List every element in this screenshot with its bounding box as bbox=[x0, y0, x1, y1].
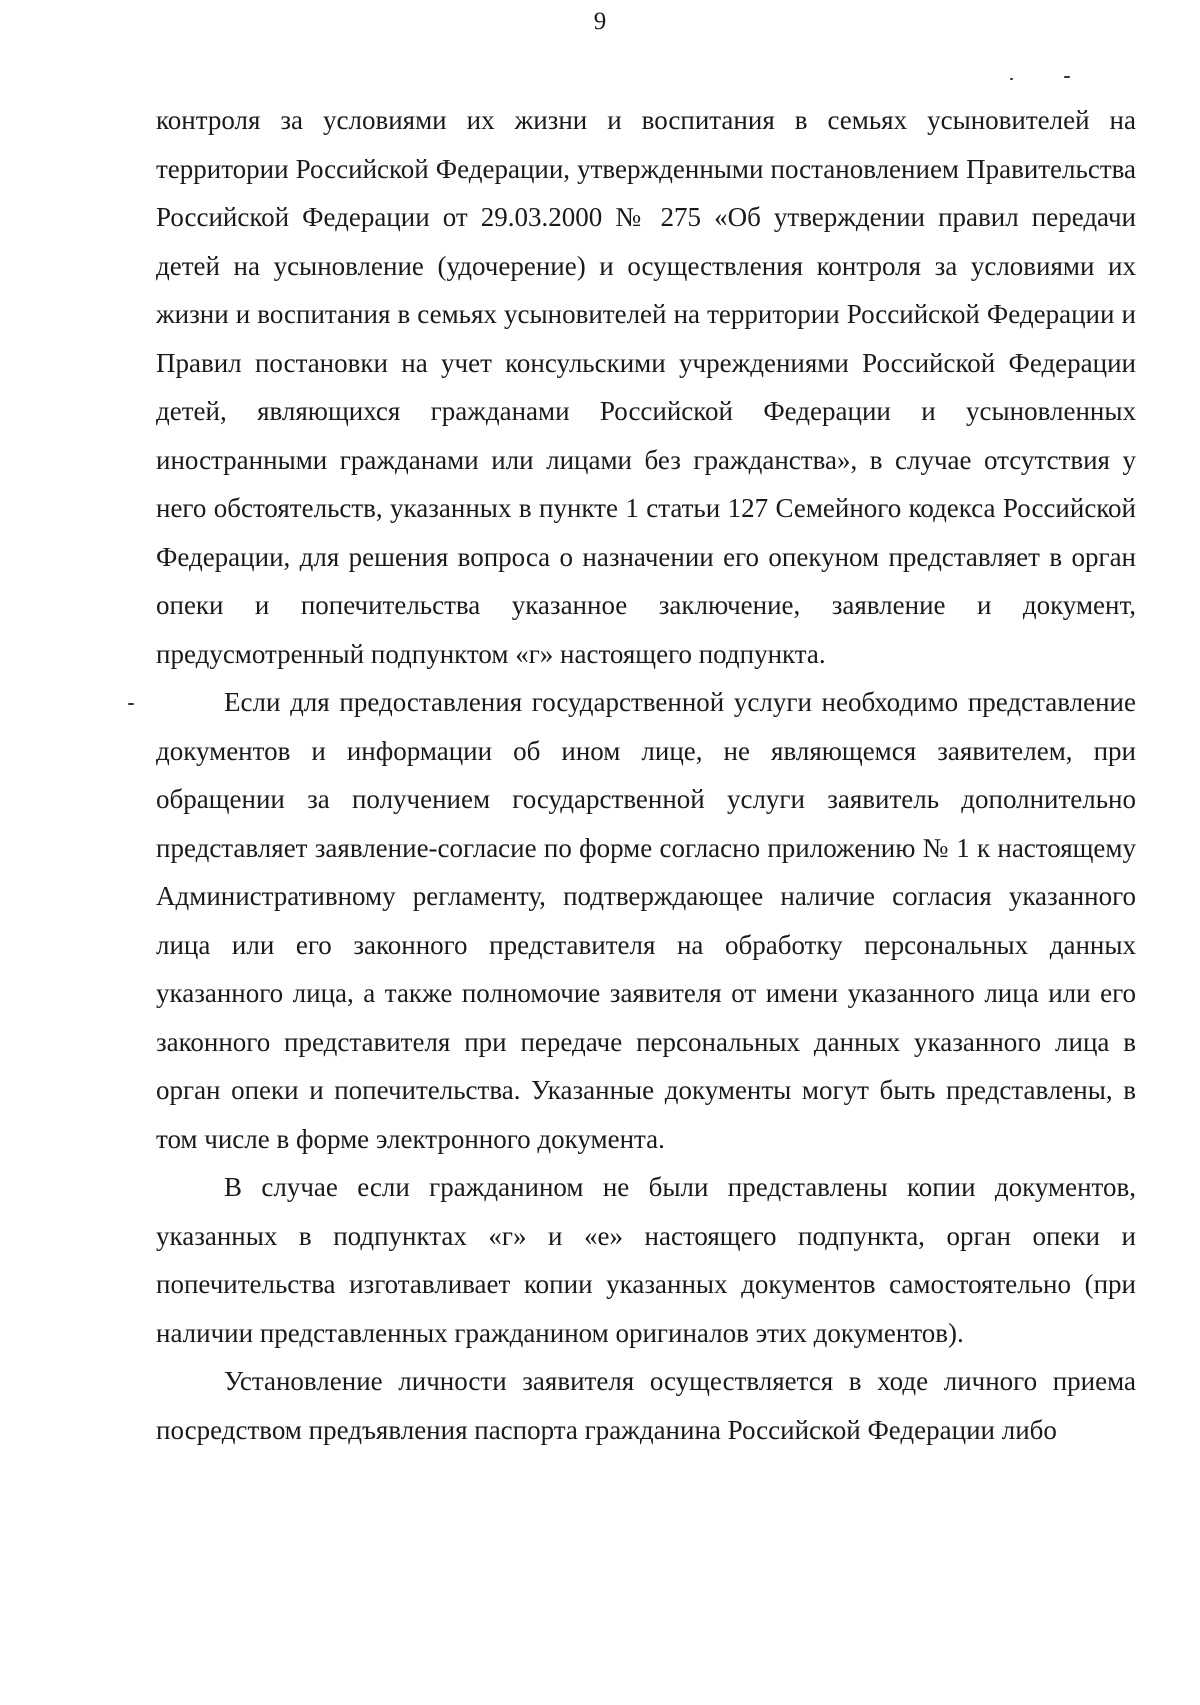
paragraph-1: контроля за условиями их жизни и воспитания в семьях усыновителей на территории Российской Федерации, утвержденными постановлением Правительства Российской Федерации от 29.03.2000 № 275 «Об утверждении правил передачи детей на усыновление (удочерение) и осуществления контроля за условиями их жизни и воспитания в семьях усыновителей на территории Российской Федерации и Правил постановки на учет консульскими учреждениями Российской Федерации детей, являющихся гражданами Российской Федерации и усыновленных иностранными гражданами или лицами без гражданства», в случае отсутствия у него обстоятельств, указанных в пункте 1 статьи 127 Семейного кодекса Российской Федерации, для решения вопроса о назначении его опекуном представляет в орган опеки и попечительства указанное заключение, заявление и документ, предусмотренный подпунктом «г» настоящего подпункта. bbox=[156, 105, 1136, 669]
paragraph-2: Если для предоставления государственной услуги необходимо представление документов и информации об ином лице, не являющемся заявителем, при обращении за получением государственной услуги заявитель дополнительно представляет заявление-согласие по форме согласно приложению № 1 к настоящему Административному регламенту, подтверждающее наличие согласия указанного лица или его законного представителя на обработку персональных данных указанного лица, а также полномочие заявителя от имени указанного лица или его законного представителя при передаче персональных данных указанного лица в орган опеки и попечительства. Указанные документы могут быть представлены, в том числе в форме электронного документа. bbox=[156, 687, 1136, 1154]
document-body bbox=[156, 96, 1136, 1454]
scan-speck bbox=[1010, 78, 1013, 80]
scan-speck bbox=[1064, 76, 1070, 78]
page-number: 9 bbox=[593, 8, 607, 35]
scan-speck bbox=[128, 703, 134, 705]
paragraph-4: Установление личности заявителя осуществляется в ходе личного приема посредством предъявления паспорта гражданина Российской Федерации либо bbox=[156, 1366, 1136, 1445]
paragraph-3: В случае если гражданином не были представлены копии документов, указанных в подпунктах «г» и «е» настоящего подпункта, орган опеки и попечительства изготавливает копии указанных документов самостоятельно (при наличии представленных гражданином оригиналов этих документов). bbox=[156, 1172, 1136, 1348]
